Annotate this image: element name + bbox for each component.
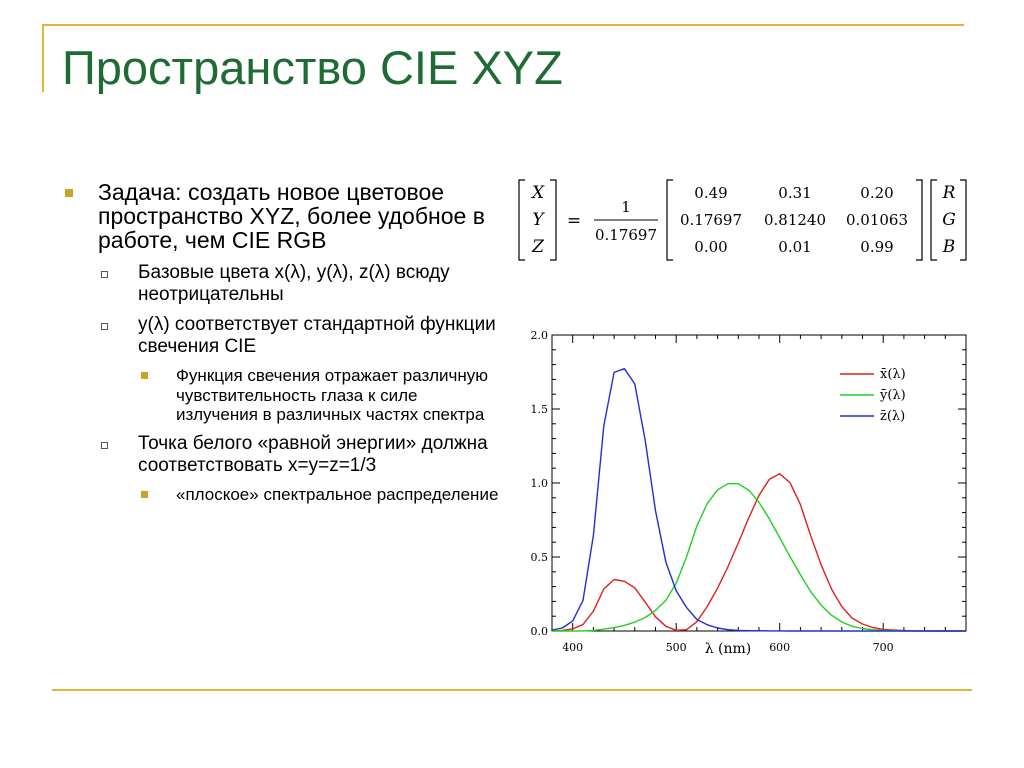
scalar-fraction [594, 198, 658, 244]
lhs-z: Z [532, 237, 544, 257]
x-axis-label: λ (nm) [704, 641, 752, 657]
bullet-level1-task: Задача: создать новое цветовое пространство XYZ, более удобное в работе, чем CIE RGB [60, 180, 500, 252]
y-tick-label: 1.5 [530, 403, 548, 416]
matrix-cell: 0.01063 [845, 211, 909, 229]
lhs-bracket-right [550, 180, 556, 260]
frame-top-rule [42, 24, 964, 26]
y-tick-label: 1.0 [530, 477, 548, 490]
lhs-y: Y [532, 210, 544, 230]
frame-bottom-rule [52, 689, 972, 691]
series-line-0 [552, 474, 966, 631]
slide-title: Пространство CIE XYZ [62, 41, 563, 94]
matrix-cell: 0.01 [778, 238, 812, 256]
legend-label-0: x̄(λ) [880, 367, 906, 382]
rhs-bracket-left [931, 180, 937, 260]
matrix-cell: 0.81240 [763, 211, 827, 229]
bullet-level2-luminosity: y(λ) соответствует стандартной функции свечения CIE [60, 314, 500, 358]
rhs-g: G [942, 210, 956, 230]
lhs-x: X [531, 183, 545, 203]
equals-sign: = [566, 211, 582, 231]
legend-label-1: ȳ(λ) [880, 388, 906, 403]
matrix-cell: 0.99 [860, 238, 894, 256]
bullet-list [60, 180, 500, 512]
matrix-cell: 0.17697 [679, 211, 743, 229]
xyz-rgb-formula [516, 176, 972, 268]
rhs-r: R [942, 183, 956, 203]
bullet-level2-nonnegative: Базовые цвета x(λ), y(λ), z(λ) всюду неотрицательны [60, 262, 500, 306]
fraction-denominator: 0.17697 [594, 226, 658, 244]
matrix-bracket-left [667, 180, 673, 260]
y-tick-label: 2.0 [530, 330, 548, 342]
rhs-bracket-right [960, 180, 966, 260]
matrix-bracket-right [916, 180, 922, 260]
color-matching-chart [518, 330, 968, 660]
y-tick-label: 0.5 [530, 551, 548, 564]
legend-label-2: z̄(λ) [880, 409, 906, 424]
rhs-b: B [942, 237, 956, 257]
matrix-cell: 0.31 [778, 184, 812, 202]
bullet-level3-flat-spectrum: «плоское» спектральное распределение [60, 485, 500, 505]
rhs-vector [931, 180, 966, 260]
lhs-bracket-left [519, 180, 525, 260]
x-tick-label: 600 [769, 641, 791, 654]
chart-legend [840, 367, 906, 424]
x-tick-label: 500 [665, 641, 687, 654]
frame-left-rule [42, 24, 44, 92]
matrix-cell: 0.00 [694, 238, 728, 256]
matrix-cell: 0.49 [694, 184, 728, 202]
matrix-cell: 0.20 [860, 184, 894, 202]
y-tick-label: 0.0 [530, 625, 548, 638]
x-tick-label: 700 [872, 641, 894, 654]
fraction-numerator: 1 [621, 198, 631, 216]
lhs-vector [519, 180, 556, 260]
x-tick-label: 400 [562, 641, 584, 654]
coefficient-matrix [667, 180, 922, 260]
bullet-level3-sensitivity: Функция свечения отражает различную чувствительность глаза к силе излучения в различных частях спектра [60, 366, 500, 425]
bullet-level2-white-point: Точка белого «равной энергии» должна соответствовать x=y=z=1/3 [60, 433, 500, 477]
series-line-1 [552, 484, 966, 631]
